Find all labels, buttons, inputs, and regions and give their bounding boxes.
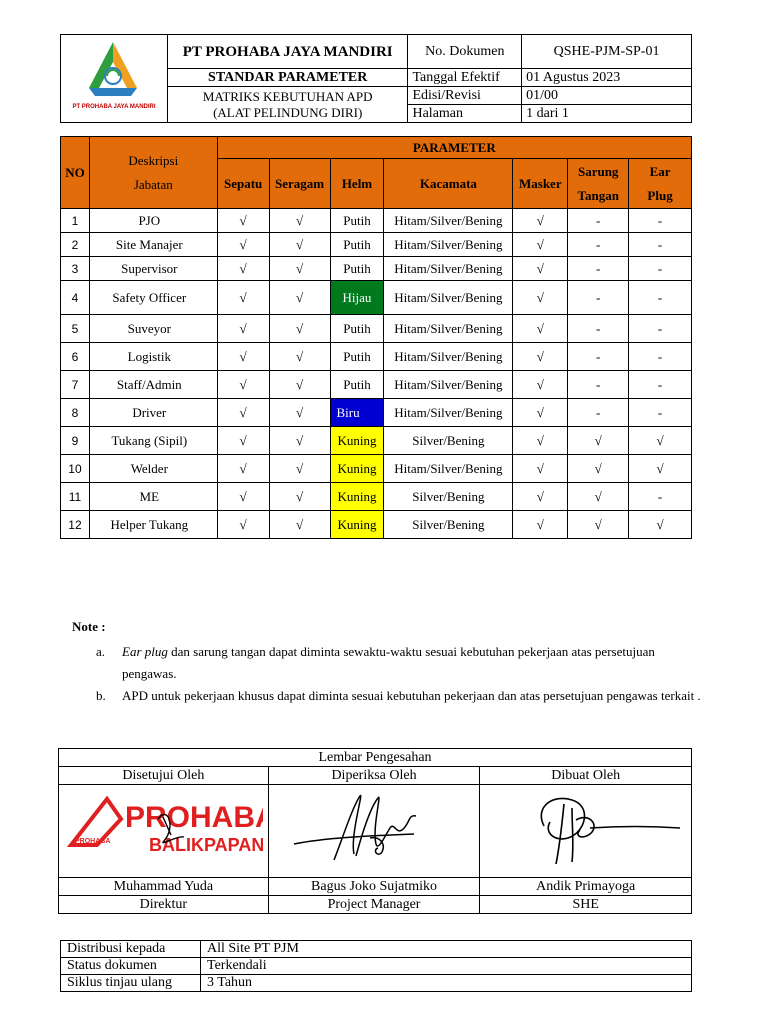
cell-sepatu: √ (217, 343, 269, 371)
cell-jabatan: Logistik (89, 343, 217, 371)
svg-text:PROHABA: PROHABA (75, 837, 111, 845)
cell-helm: Putih (330, 209, 384, 233)
cell-sarung: - (568, 281, 629, 315)
cell-jabatan: Tukang (Sipil) (89, 427, 217, 455)
meta-value-edisi: 01/00 (522, 87, 692, 105)
col-header-ear-line2: Plug (647, 187, 673, 203)
cell-masker: √ (513, 511, 568, 539)
cell-seragam: √ (269, 315, 330, 343)
cell-kacamata: Silver/Bening (384, 511, 513, 539)
meta-value-halaman: 1 dari 1 (522, 105, 692, 123)
title-line-1: MATRIKS KEBUTUHAN APD (202, 88, 373, 104)
cell-masker: √ (513, 399, 568, 427)
meta-label-edisi: Edisi/Revisi (408, 87, 522, 105)
cell-masker: √ (513, 343, 568, 371)
col-header-ear-line1: Ear (649, 163, 671, 179)
approver-position: Direktur (59, 896, 269, 914)
table-row (61, 315, 692, 343)
table-row (61, 455, 692, 483)
cell-ear: - (629, 315, 692, 343)
handwritten-signature-icon (486, 786, 686, 872)
table-row (61, 511, 692, 539)
cell-helm: Kuning (330, 511, 384, 539)
col-header-sarung-tangan (568, 159, 629, 209)
col-header-sepatu: Sepatu (217, 159, 269, 209)
approver-position: Project Manager (268, 896, 480, 914)
table-row (61, 427, 692, 455)
cell-no: 5 (61, 315, 90, 343)
cell-kacamata: Hitam/Silver/Bening (384, 371, 513, 399)
cell-no: 1 (61, 209, 90, 233)
cell-seragam: √ (269, 399, 330, 427)
col-header-deskripsi-line2: Jabatan (133, 176, 173, 192)
cell-ear: - (629, 483, 692, 511)
cell-jabatan: PJO (89, 209, 217, 233)
company-stamp-icon (63, 789, 263, 869)
cell-sarung: - (568, 209, 629, 233)
cell-kacamata: Hitam/Silver/Bening (384, 209, 513, 233)
cell-no: 4 (61, 281, 90, 315)
note-marker: a. (96, 644, 106, 659)
table-row (61, 343, 692, 371)
approver-name: Muhammad Yuda (59, 878, 269, 896)
cell-seragam: √ (269, 257, 330, 281)
dist-value: Terkendali (201, 958, 692, 975)
cell-seragam: √ (269, 281, 330, 315)
dist-label: Status dokumen (61, 958, 201, 975)
cell-jabatan: Safety Officer (89, 281, 217, 315)
meta-label-halaman: Halaman (408, 105, 522, 123)
cell-helm: Kuning (330, 483, 384, 511)
cell-seragam: √ (269, 427, 330, 455)
cell-masker: √ (513, 315, 568, 343)
cell-seragam: √ (269, 233, 330, 257)
cell-masker: √ (513, 371, 568, 399)
pm-signature (268, 785, 480, 878)
meta-value-tanggal: 01 Agustus 2023 (522, 69, 692, 87)
cell-no: 2 (61, 233, 90, 257)
col-header-sarung-line2: Tangan (577, 187, 619, 203)
cell-masker: √ (513, 455, 568, 483)
approver-position: SHE (480, 896, 692, 914)
cell-sepatu: √ (217, 511, 269, 539)
director-stamp-signature (59, 785, 269, 878)
cell-ear: √ (629, 427, 692, 455)
col-header-deskripsi-line1: Deskripsi (128, 152, 179, 168)
cell-sarung: √ (568, 483, 629, 511)
dist-label: Siklus tinjau ulang (61, 975, 201, 992)
approval-title: Lembar Pengesahan (59, 749, 692, 767)
cell-jabatan: Welder (89, 455, 217, 483)
table-row (61, 483, 692, 511)
svg-text:BALIKPAPAN: BALIKPAPAN (149, 834, 264, 855)
dist-value: 3 Tahun (201, 975, 692, 992)
col-header-deskripsi (89, 137, 217, 209)
cell-ear: - (629, 233, 692, 257)
col-header-parameter: PARAMETER (217, 137, 691, 159)
cell-sepatu: √ (217, 315, 269, 343)
notes-section (72, 616, 712, 707)
title-line-2: (ALAT PELINDUNG DIRI) (213, 104, 363, 120)
document-title (167, 87, 408, 123)
note-item-a (72, 641, 712, 685)
cell-kacamata: Silver/Bening (384, 427, 513, 455)
note-emphasis: Ear plug (122, 644, 168, 659)
approval-role: Diperiksa Oleh (268, 767, 480, 785)
cell-jabatan: Suveyor (89, 315, 217, 343)
cell-ear: √ (629, 511, 692, 539)
note-text: APD untuk pekerjaan khusus dapat diminta sesuai kebutuhan pekerjaan dan atas persetujuan pengawas terkait . (122, 688, 701, 703)
cell-sepatu: √ (217, 427, 269, 455)
cell-helm: Hijau (330, 281, 384, 315)
cell-jabatan: Supervisor (89, 257, 217, 281)
distribution-table (60, 940, 692, 992)
cell-kacamata: Hitam/Silver/Bening (384, 315, 513, 343)
cell-sarung: - (568, 233, 629, 257)
prohaba-logo-icon (69, 36, 159, 116)
cell-masker: √ (513, 427, 568, 455)
cell-helm: Biru (330, 399, 384, 427)
cell-sarung: √ (568, 455, 629, 483)
cell-kacamata: Hitam/Silver/Bening (384, 257, 513, 281)
cell-ear: - (629, 257, 692, 281)
cell-sarung: - (568, 343, 629, 371)
table-row (61, 209, 692, 233)
approval-role: Dibuat Oleh (480, 767, 692, 785)
meta-label-no-dokumen: No. Dokumen (408, 35, 522, 69)
dist-label: Distribusi kepada (61, 941, 201, 958)
cell-sarung: - (568, 315, 629, 343)
cell-sepatu: √ (217, 455, 269, 483)
cell-jabatan: Staff/Admin (89, 371, 217, 399)
company-name: PT PROHABA JAYA MANDIRI (167, 35, 408, 69)
cell-ear: - (629, 209, 692, 233)
cell-jabatan: Helper Tukang (89, 511, 217, 539)
cell-sarung: √ (568, 427, 629, 455)
svg-text:PROHABA: PROHABA (125, 800, 264, 834)
note-item-b (72, 685, 712, 707)
col-header-kacamata: Kacamata (384, 159, 513, 209)
cell-no: 7 (61, 371, 90, 399)
table-row (61, 233, 692, 257)
handwritten-signature-icon (274, 786, 474, 872)
col-header-sarung-line1: Sarung (577, 163, 619, 179)
cell-kacamata: Hitam/Silver/Bening (384, 343, 513, 371)
cell-masker: √ (513, 209, 568, 233)
cell-jabatan: Site Manajer (89, 233, 217, 257)
cell-ear: √ (629, 455, 692, 483)
cell-sarung: - (568, 371, 629, 399)
meta-value-no-dokumen: QSHE-PJM-SP-01 (522, 35, 692, 69)
table-row (61, 257, 692, 281)
table-row (61, 399, 692, 427)
svg-text:PT PROHABA JAYA MANDIRI: PT PROHABA JAYA MANDIRI (72, 104, 156, 110)
col-header-no: NO (61, 137, 90, 209)
cell-masker: √ (513, 233, 568, 257)
cell-ear: - (629, 371, 692, 399)
cell-seragam: √ (269, 343, 330, 371)
approval-sheet (58, 748, 692, 914)
cell-no: 11 (61, 483, 90, 511)
cell-sarung: - (568, 399, 629, 427)
apd-matrix-table (60, 136, 692, 539)
cell-helm: Kuning (330, 427, 384, 455)
approver-name: Andik Primayoga (480, 878, 692, 896)
cell-sepatu: √ (217, 281, 269, 315)
cell-sepatu: √ (217, 257, 269, 281)
note-text: dan sarung tangan dapat diminta sewaktu-waktu sesuai kebutuhan pekerjaan atas persetujuan pengawas. (122, 644, 655, 681)
cell-helm: Kuning (330, 455, 384, 483)
cell-helm: Putih (330, 257, 384, 281)
cell-no: 6 (61, 343, 90, 371)
cell-masker: √ (513, 483, 568, 511)
standard-label: STANDAR PARAMETER (167, 69, 408, 87)
document-header (60, 34, 692, 123)
cell-seragam: √ (269, 511, 330, 539)
cell-seragam: √ (269, 483, 330, 511)
table-row (61, 281, 692, 315)
cell-kacamata: Hitam/Silver/Bening (384, 233, 513, 257)
approver-name: Bagus Joko Sujatmiko (268, 878, 480, 896)
cell-sarung: √ (568, 511, 629, 539)
cell-jabatan: Driver (89, 399, 217, 427)
col-header-masker: Masker (513, 159, 568, 209)
col-header-helm: Helm (330, 159, 384, 209)
cell-helm: Putih (330, 343, 384, 371)
cell-kacamata: Hitam/Silver/Bening (384, 399, 513, 427)
cell-helm: Putih (330, 371, 384, 399)
dist-value: All Site PT PJM (201, 941, 692, 958)
cell-ear: - (629, 281, 692, 315)
cell-seragam: √ (269, 455, 330, 483)
cell-masker: √ (513, 257, 568, 281)
cell-kacamata: Hitam/Silver/Bening (384, 281, 513, 315)
cell-no: 3 (61, 257, 90, 281)
cell-kacamata: Hitam/Silver/Bening (384, 455, 513, 483)
cell-sepatu: √ (217, 483, 269, 511)
cell-sepatu: √ (217, 371, 269, 399)
cell-seragam: √ (269, 371, 330, 399)
col-header-seragam: Seragam (269, 159, 330, 209)
table-row (61, 371, 692, 399)
meta-label-tanggal: Tanggal Efektif (408, 69, 522, 87)
cell-sepatu: √ (217, 399, 269, 427)
cell-no: 8 (61, 399, 90, 427)
company-logo (61, 35, 168, 123)
cell-sepatu: √ (217, 233, 269, 257)
cell-helm: Putih (330, 315, 384, 343)
cell-no: 12 (61, 511, 90, 539)
she-signature (480, 785, 692, 878)
cell-seragam: √ (269, 209, 330, 233)
cell-jabatan: ME (89, 483, 217, 511)
cell-masker: √ (513, 281, 568, 315)
cell-no: 10 (61, 455, 90, 483)
col-header-ear-plug (629, 159, 692, 209)
cell-sepatu: √ (217, 209, 269, 233)
cell-no: 9 (61, 427, 90, 455)
cell-ear: - (629, 343, 692, 371)
cell-sarung: - (568, 257, 629, 281)
approval-role: Disetujui Oleh (59, 767, 269, 785)
notes-title: Note : (72, 619, 106, 634)
cell-kacamata: Silver/Bening (384, 483, 513, 511)
cell-ear: - (629, 399, 692, 427)
note-marker: b. (96, 688, 106, 703)
cell-helm: Putih (330, 233, 384, 257)
